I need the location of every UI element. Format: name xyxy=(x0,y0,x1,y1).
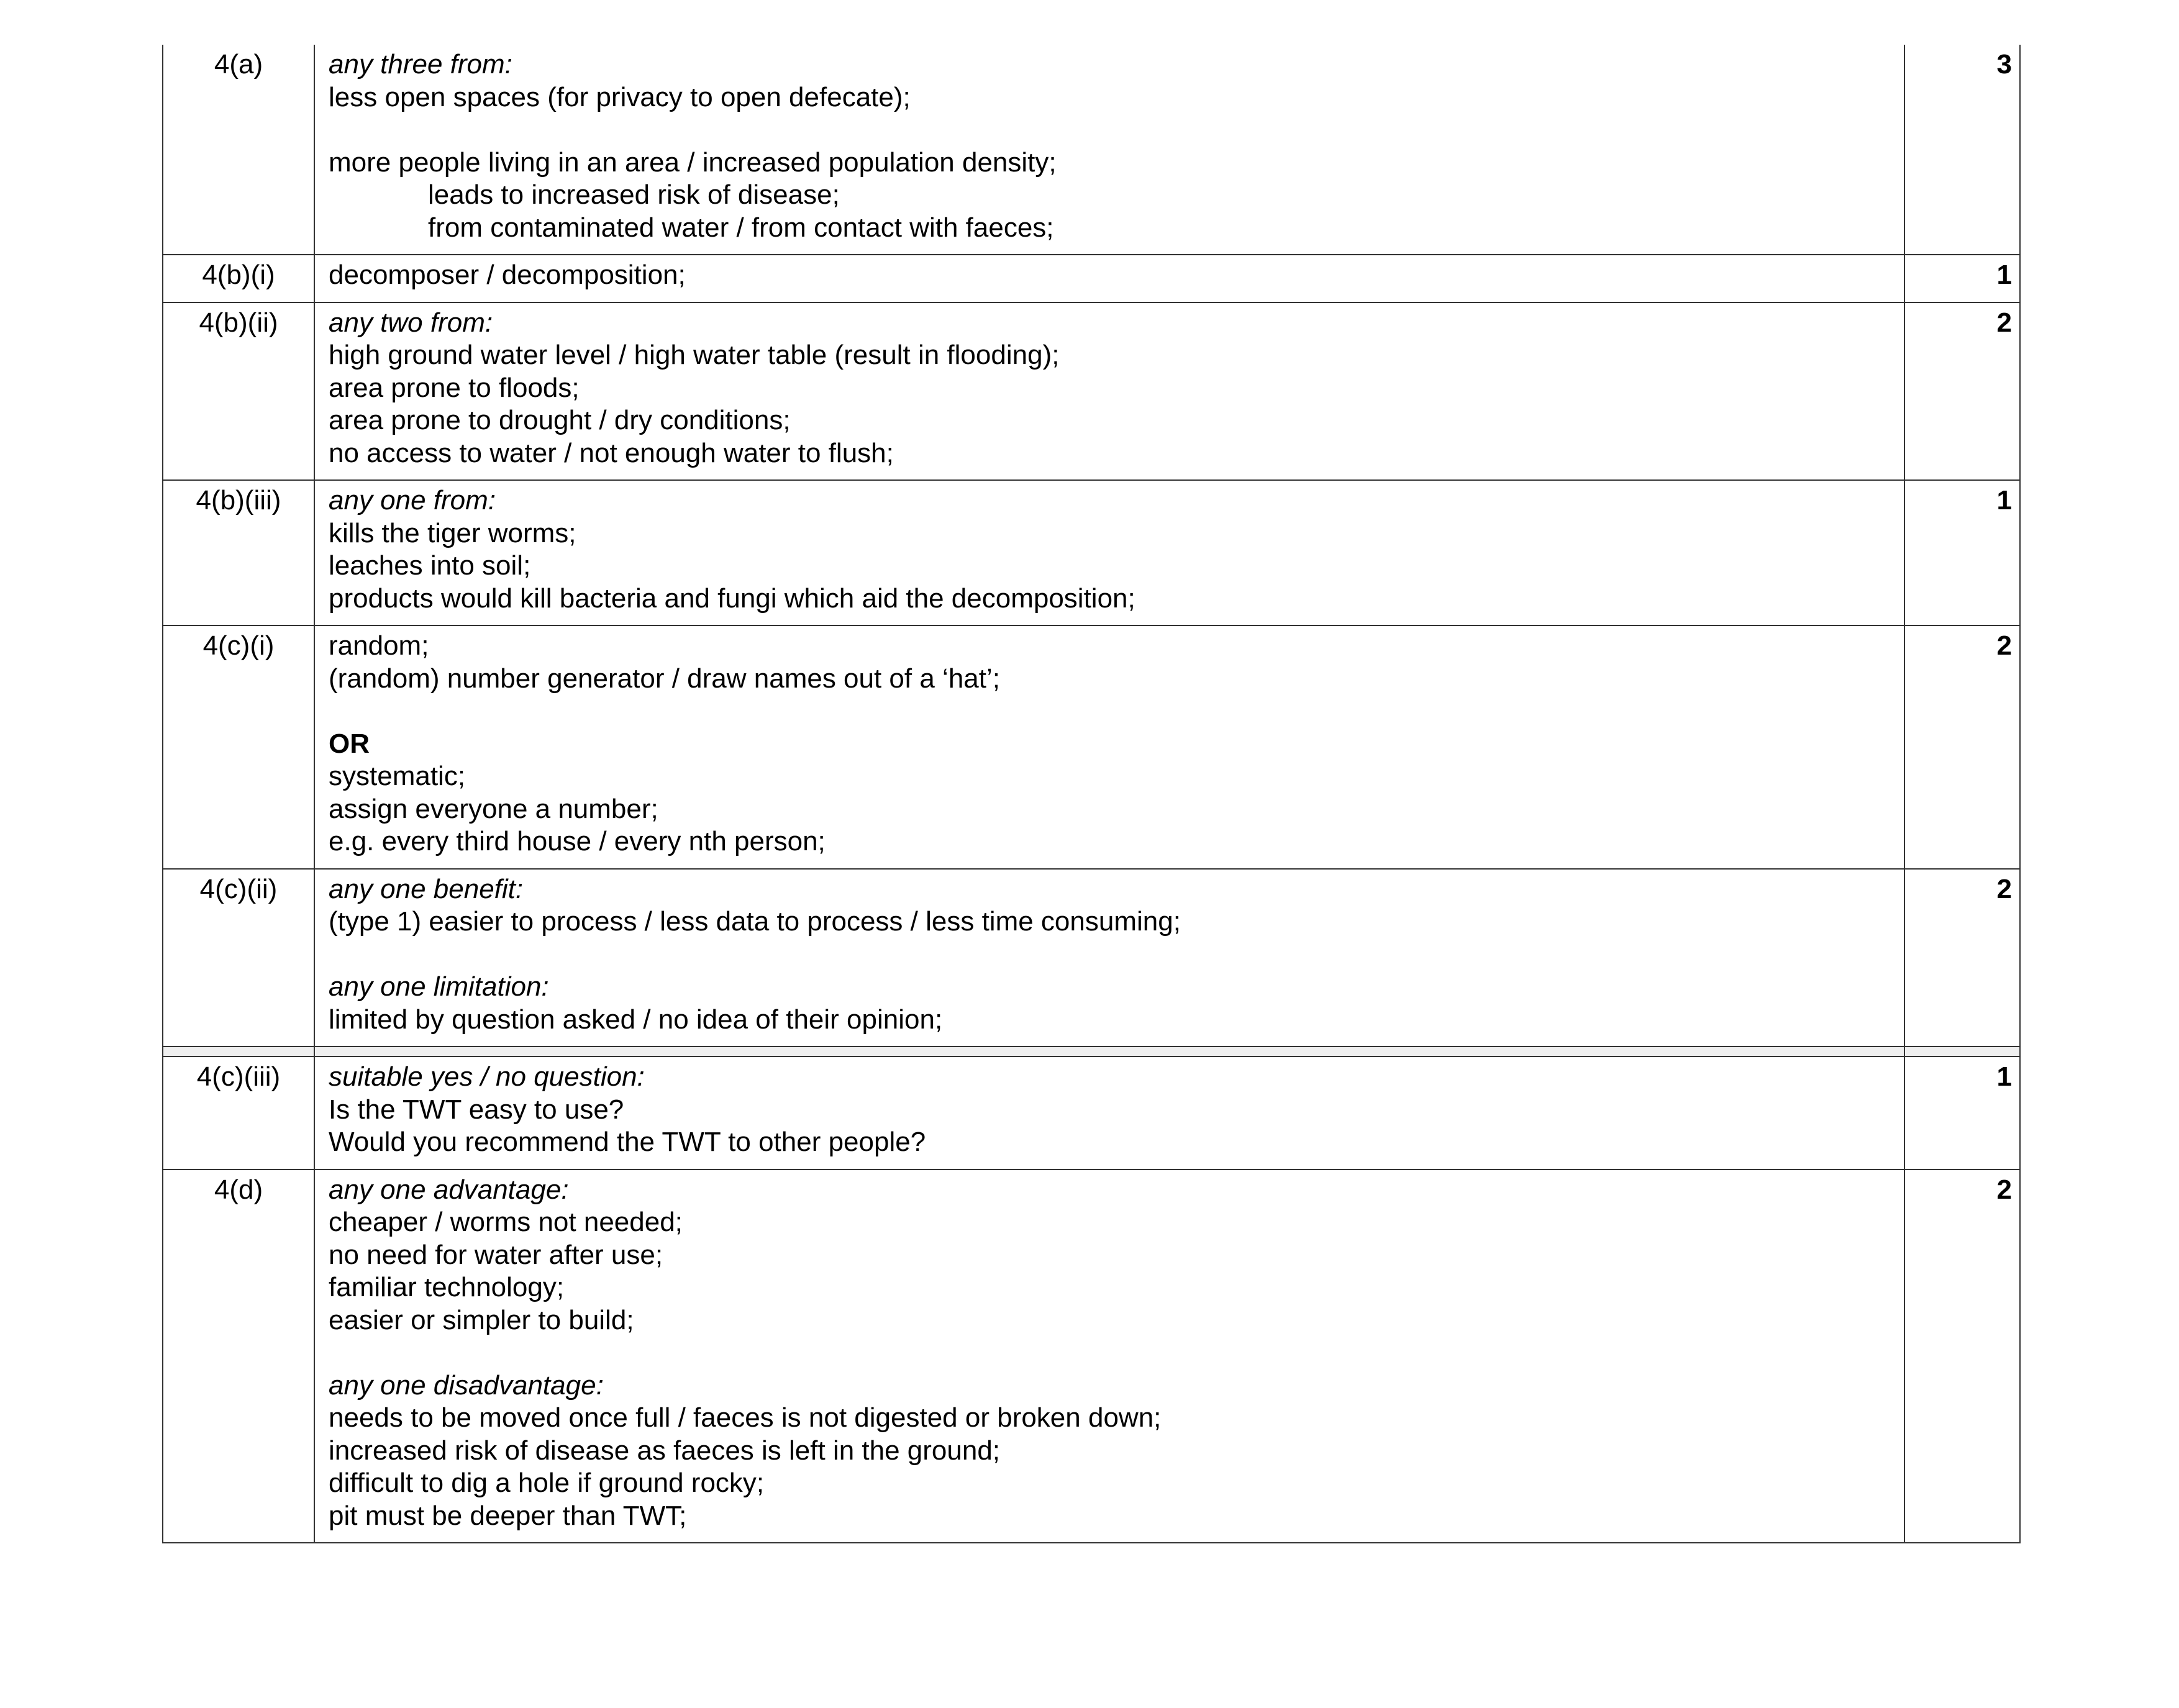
answer-line: from contaminated water / from contact with faeces; xyxy=(428,212,1054,243)
answer-heading: any one advantage: xyxy=(329,1174,569,1205)
answer-line: difficult to dig a hole if ground rocky; xyxy=(329,1468,765,1498)
marks-value: 2 xyxy=(1904,869,2020,1047)
answer-line: assign everyone a number; xyxy=(329,793,658,824)
answer-line: increased risk of disease as faeces is left in the ground; xyxy=(329,1435,1001,1466)
question-number: 4(b)(ii) xyxy=(163,302,314,481)
table-row xyxy=(163,625,2020,869)
answer-line: systematic; xyxy=(329,761,466,791)
table-row xyxy=(163,302,2020,481)
table-row xyxy=(163,869,2020,1047)
answer-line: Is the TWT easy to use? xyxy=(329,1094,624,1125)
answer-line: products would kill bacteria and fungi which aid the decomposition; xyxy=(329,583,1135,614)
answer-line: pit must be deeper than TWT; xyxy=(329,1500,687,1531)
answer-cell xyxy=(314,255,1904,302)
question-number: 4(c)(i) xyxy=(163,625,314,869)
answer-heading: any two from: xyxy=(329,307,493,338)
table-row xyxy=(163,480,2020,625)
question-number: 4(c)(ii) xyxy=(163,869,314,1047)
question-number: 4(b)(i) xyxy=(163,255,314,302)
question-number: 4(c)(iii) xyxy=(163,1056,314,1170)
gap-cell xyxy=(314,1047,1904,1056)
answer-line: decomposer / decomposition; xyxy=(329,260,686,290)
answer-line: familiar technology; xyxy=(329,1272,565,1302)
answer-line: (type 1) easier to process / less data to process / less time consuming; xyxy=(329,906,1181,937)
answer-line: area prone to floods; xyxy=(329,372,580,403)
gap-cell xyxy=(163,1047,314,1056)
mark-scheme-table xyxy=(162,45,2021,1543)
gap-cell xyxy=(1904,1047,2020,1056)
answer-line: no need for water after use; xyxy=(329,1239,663,1270)
answer-heading: any one benefit: xyxy=(329,873,524,904)
answer-line: kills the tiger worms; xyxy=(329,517,576,548)
question-number: 4(d) xyxy=(163,1170,314,1543)
table-row xyxy=(163,255,2020,302)
answer-line: needs to be moved once full / faeces is not digested or broken down; xyxy=(329,1402,1162,1433)
answer-heading: suitable yes / no question: xyxy=(329,1061,645,1092)
marks-value: 2 xyxy=(1904,302,2020,481)
table-row xyxy=(163,1056,2020,1170)
answer-line: leaches into soil; xyxy=(329,550,531,581)
answer-cell xyxy=(314,480,1904,625)
answer-heading: any one disadvantage: xyxy=(329,1370,604,1401)
answer-cell xyxy=(314,45,1904,255)
answer-line: (random) number generator / draw names out of a ‘hat’; xyxy=(329,663,1000,694)
answer-heading: any one limitation: xyxy=(329,971,549,1002)
answer-line: more people living in an area / increased population density; xyxy=(329,147,1057,178)
table-gap-row xyxy=(163,1047,2020,1056)
answer-line: leads to increased risk of disease; xyxy=(428,179,840,210)
question-number: 4(a) xyxy=(163,45,314,255)
marks-value: 2 xyxy=(1904,625,2020,869)
answer-line: no access to water / not enough water to flush; xyxy=(329,437,894,468)
table-row xyxy=(163,1170,2020,1543)
answer-line: high ground water level / high water table (result in flooding); xyxy=(329,340,1060,370)
answer-cell xyxy=(314,869,1904,1047)
answer-line: OR xyxy=(329,728,370,759)
answer-line: random; xyxy=(329,630,429,661)
marks-value: 2 xyxy=(1904,1170,2020,1543)
answer-line: limited by question asked / no idea of their opinion; xyxy=(329,1004,943,1035)
answer-heading: any one from: xyxy=(329,485,496,516)
mark-scheme-body xyxy=(163,45,2020,1543)
answer-line: cheaper / worms not needed; xyxy=(329,1207,683,1237)
answer-line: area prone to drought / dry conditions; xyxy=(329,405,791,435)
answer-line: Would you recommend the TWT to other people? xyxy=(329,1127,926,1157)
answer-cell xyxy=(314,302,1904,481)
blank-line xyxy=(329,1337,1904,1370)
blank-line xyxy=(329,695,1904,728)
question-number: 4(b)(iii) xyxy=(163,480,314,625)
marks-value: 1 xyxy=(1904,1056,2020,1170)
blank-line xyxy=(329,938,1904,971)
answer-heading: any three from: xyxy=(329,49,512,79)
table-row xyxy=(163,45,2020,255)
answer-line: e.g. every third house / every nth person; xyxy=(329,826,826,856)
answer-line: easier or simpler to build; xyxy=(329,1304,634,1335)
blank-line xyxy=(329,114,1904,147)
answer-cell xyxy=(314,1056,1904,1170)
answer-cell xyxy=(314,625,1904,869)
answer-cell xyxy=(314,1170,1904,1543)
marks-value: 3 xyxy=(1904,45,2020,255)
marks-value: 1 xyxy=(1904,255,2020,302)
answer-line: less open spaces (for privacy to open defecate); xyxy=(329,81,911,112)
marks-value: 1 xyxy=(1904,480,2020,625)
